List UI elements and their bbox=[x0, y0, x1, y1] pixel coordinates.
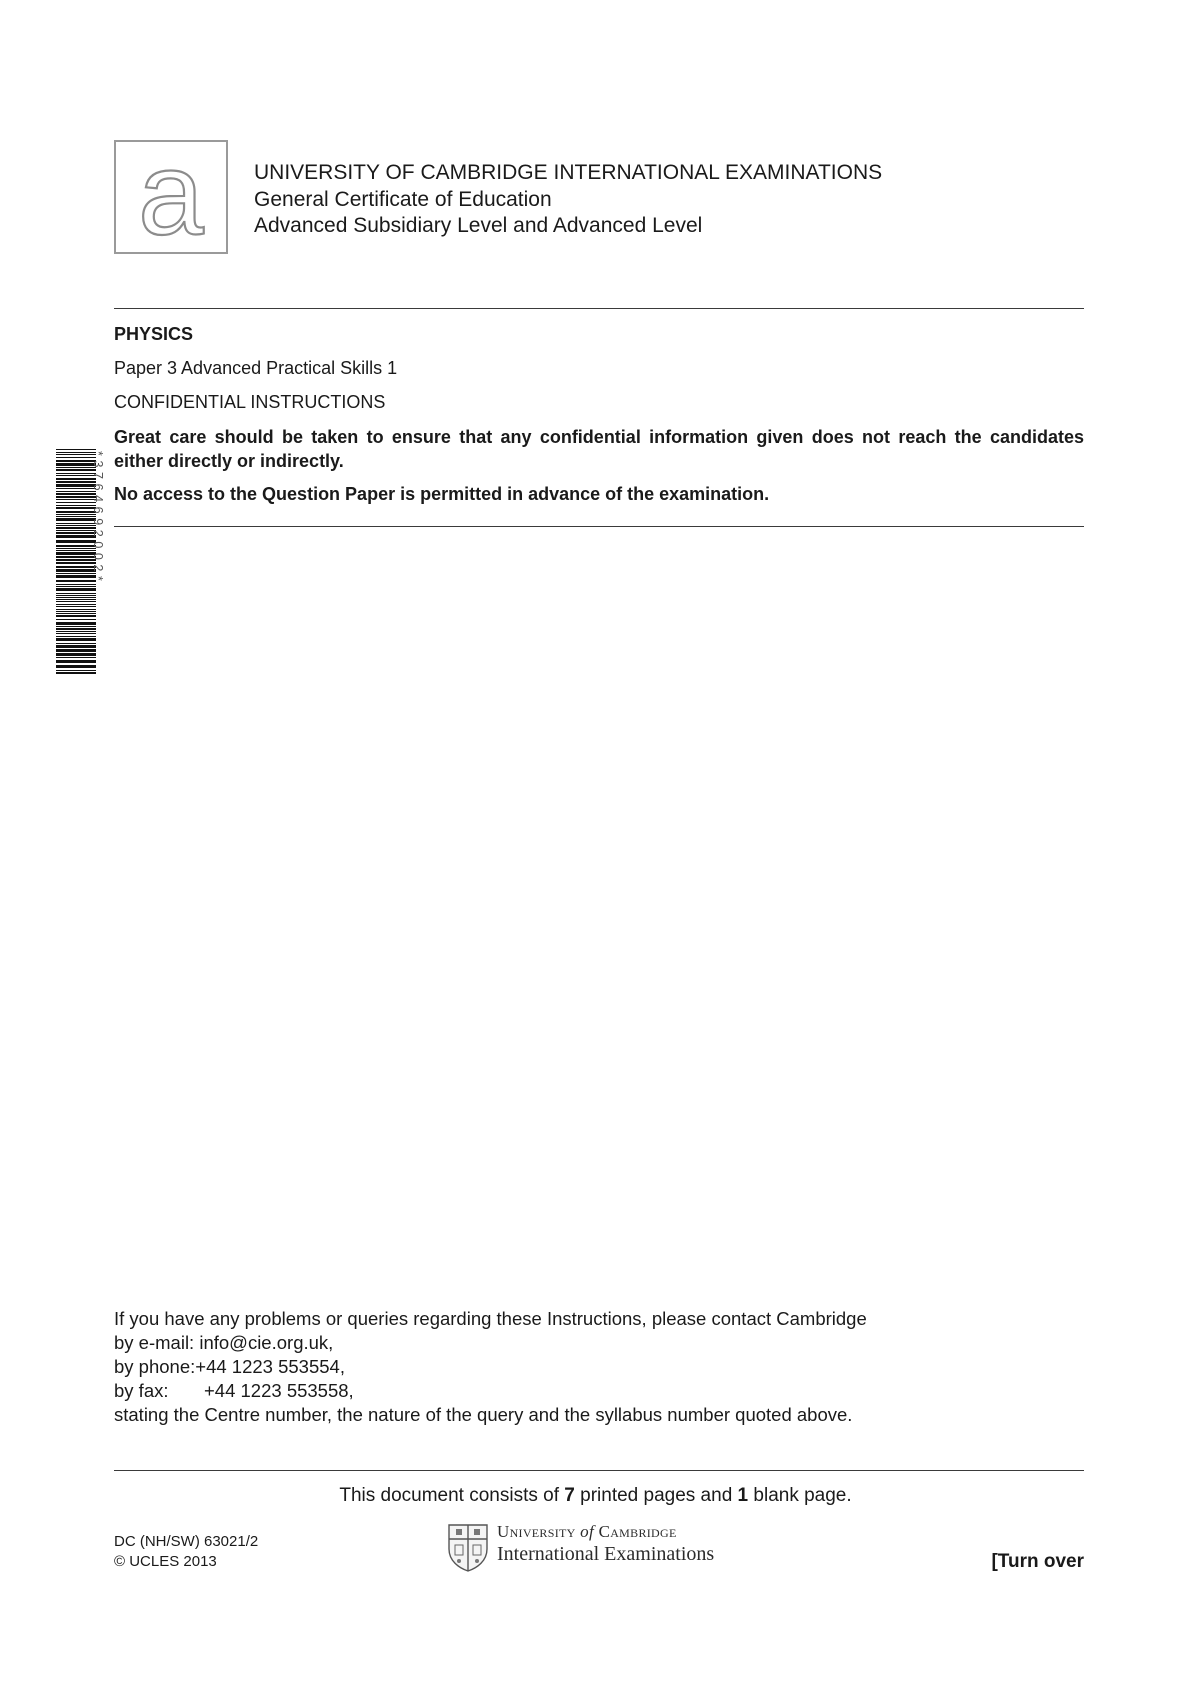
barcode bbox=[50, 449, 105, 675]
document-type: CONFIDENTIAL INSTRUCTIONS bbox=[114, 392, 386, 412]
barcode-bar bbox=[56, 496, 96, 498]
barcode-bar bbox=[56, 657, 96, 658]
cambridge-crest-icon bbox=[447, 1523, 489, 1573]
access-warning: No access to the Question Paper is permitted in advance of the examination. bbox=[114, 484, 770, 504]
barcode-bar bbox=[56, 566, 96, 568]
barcode-bar bbox=[56, 586, 96, 587]
confidentiality-warning: Great care should be taken to ensure that any confidential information given does not reach the candidates either directly or indirectly. bbox=[114, 427, 1084, 471]
page-count-text: printed pages and bbox=[574, 1485, 738, 1506]
barcode-bar bbox=[56, 615, 96, 617]
barcode-bar bbox=[56, 573, 96, 574]
header-line-certificate: General Certificate of Education bbox=[254, 187, 552, 211]
barcode-bar bbox=[56, 493, 96, 495]
email-address[interactable]: info@cie.org.uk, bbox=[199, 1332, 334, 1353]
barcode-bar bbox=[56, 638, 96, 641]
barcode-bar bbox=[56, 475, 96, 476]
barcode-bar bbox=[56, 481, 96, 483]
middle-divider bbox=[114, 526, 1084, 527]
barcode-bar bbox=[56, 540, 96, 543]
wordmark-of: of bbox=[580, 1522, 594, 1541]
fax-label: by fax: bbox=[114, 1380, 169, 1401]
barcode-bar bbox=[56, 584, 96, 585]
barcode-bar bbox=[56, 593, 96, 594]
barcode-bar bbox=[56, 530, 96, 531]
barcode-bar bbox=[56, 631, 96, 632]
email-label: by e-mail: bbox=[114, 1332, 195, 1353]
barcode-bar bbox=[56, 473, 96, 474]
page-count-text: This document consists of bbox=[339, 1485, 565, 1506]
barcode-bar bbox=[56, 556, 96, 558]
barcode-bar bbox=[56, 595, 96, 596]
barcode-bar bbox=[56, 491, 96, 492]
page-count-text: blank page. bbox=[748, 1485, 852, 1506]
header-line-level: Advanced Subsidiary Level and Advanced Level bbox=[254, 214, 703, 237]
barcode-bar bbox=[56, 636, 96, 637]
barcode-bar bbox=[56, 619, 96, 620]
barcode-bar bbox=[56, 467, 96, 468]
barcode-bar bbox=[56, 653, 96, 656]
contact-phone-line bbox=[114, 1355, 867, 1379]
barcode-bar bbox=[56, 463, 96, 466]
barcode-bar bbox=[56, 580, 96, 582]
barcode-bar bbox=[56, 665, 96, 668]
subject-title: PHYSICS bbox=[114, 324, 194, 344]
barcode-bar bbox=[56, 588, 96, 591]
barcode-bar bbox=[56, 527, 96, 529]
barcode-bar bbox=[56, 516, 96, 517]
barcode-bar bbox=[56, 628, 96, 630]
barcode-bar bbox=[56, 670, 96, 671]
contact-closing: stating the Centre number, the nature of the query and the syllabus number quoted above. bbox=[114, 1404, 853, 1425]
barcode-bar bbox=[56, 550, 96, 551]
barcode-bar bbox=[56, 454, 96, 455]
barcode-bar bbox=[56, 514, 96, 515]
barcode-bar bbox=[56, 660, 96, 663]
barcode-bar bbox=[56, 672, 96, 674]
barcode-bar bbox=[56, 552, 96, 555]
barcode-bar bbox=[56, 569, 96, 572]
header-line-board: UNIVERSITY OF CAMBRIDGE INTERNATIONAL EXAMINATIONS bbox=[254, 161, 883, 184]
barcode-bar bbox=[56, 460, 96, 462]
blank-page-count: 1 bbox=[737, 1485, 749, 1506]
barcode-bar bbox=[56, 535, 96, 538]
contact-intro: If you have any problems or queries regarding these Instructions, please contact Cambridge bbox=[114, 1308, 867, 1329]
barcode-bar bbox=[56, 613, 96, 614]
doc-reference: DC (NH/SW) 63021/2 bbox=[114, 1533, 259, 1550]
exam-board-header bbox=[254, 160, 882, 240]
barcode-bar bbox=[56, 548, 96, 549]
barcode-bar bbox=[56, 523, 96, 524]
barcode-bar bbox=[56, 545, 96, 547]
barcode-bar bbox=[56, 449, 96, 450]
barcode-bar bbox=[56, 609, 96, 610]
barcode-bar bbox=[56, 599, 96, 600]
barcode-bar bbox=[56, 562, 96, 564]
barcode-bar bbox=[56, 505, 96, 506]
wordmark-line-1 bbox=[497, 1522, 714, 1542]
barcode-bar bbox=[56, 518, 96, 521]
contact-information bbox=[114, 1307, 867, 1427]
logo-letter: a bbox=[138, 128, 204, 260]
barcode-bar bbox=[56, 488, 96, 489]
barcode-bar bbox=[56, 502, 96, 503]
barcode-bar bbox=[56, 575, 96, 578]
paper-title: Paper 3 Advanced Practical Skills 1 bbox=[114, 358, 398, 378]
wordmark-cambridge: Cambridge bbox=[598, 1522, 677, 1541]
barcode-bar bbox=[56, 622, 96, 625]
barcode-bar bbox=[56, 507, 96, 509]
barcode-bar bbox=[56, 611, 96, 612]
barcode-bar bbox=[56, 484, 96, 487]
barcode-bar bbox=[56, 606, 96, 607]
barcode-bar bbox=[56, 633, 96, 634]
turn-over-label: [Turn over bbox=[991, 1551, 1084, 1572]
barcode-bar bbox=[56, 478, 96, 480]
barcode-bar bbox=[56, 559, 96, 561]
barcode-bar bbox=[56, 511, 96, 513]
barcode-bar bbox=[56, 626, 96, 627]
phone-number: +44 1223 553554, bbox=[195, 1356, 345, 1377]
wordmark-line-2: International Examinations bbox=[497, 1543, 715, 1565]
page-count-statement bbox=[0, 1485, 1191, 1507]
contact-email-line bbox=[114, 1331, 867, 1355]
barcode-bar bbox=[56, 457, 96, 458]
printed-page-count: 7 bbox=[564, 1485, 575, 1506]
barcode-bar bbox=[56, 643, 96, 644]
barcode-bar bbox=[56, 452, 96, 453]
contact-fax-line bbox=[114, 1379, 867, 1403]
barcode-digits: *3764692002* bbox=[91, 451, 105, 586]
barcode-bar bbox=[56, 597, 96, 598]
barcode-bar bbox=[56, 601, 96, 602]
barcode-bar bbox=[56, 649, 96, 652]
copyright-notice: © UCLES 2013 bbox=[114, 1553, 217, 1570]
wordmark-university: University bbox=[497, 1522, 576, 1541]
cie-a-logo-icon bbox=[114, 128, 228, 260]
bottom-divider bbox=[114, 1470, 1084, 1471]
barcode-bar bbox=[56, 469, 96, 471]
barcode-bar bbox=[56, 604, 96, 605]
top-divider bbox=[114, 308, 1084, 309]
barcode-bar bbox=[56, 525, 96, 526]
document-code bbox=[114, 1532, 258, 1572]
barcode-bar bbox=[56, 532, 96, 534]
barcode-bar bbox=[56, 499, 96, 500]
phone-label: by phone: bbox=[114, 1356, 196, 1377]
barcode-bar bbox=[56, 645, 96, 648]
fax-number: +44 1223 553558, bbox=[204, 1380, 354, 1401]
cambridge-wordmark bbox=[497, 1522, 714, 1566]
